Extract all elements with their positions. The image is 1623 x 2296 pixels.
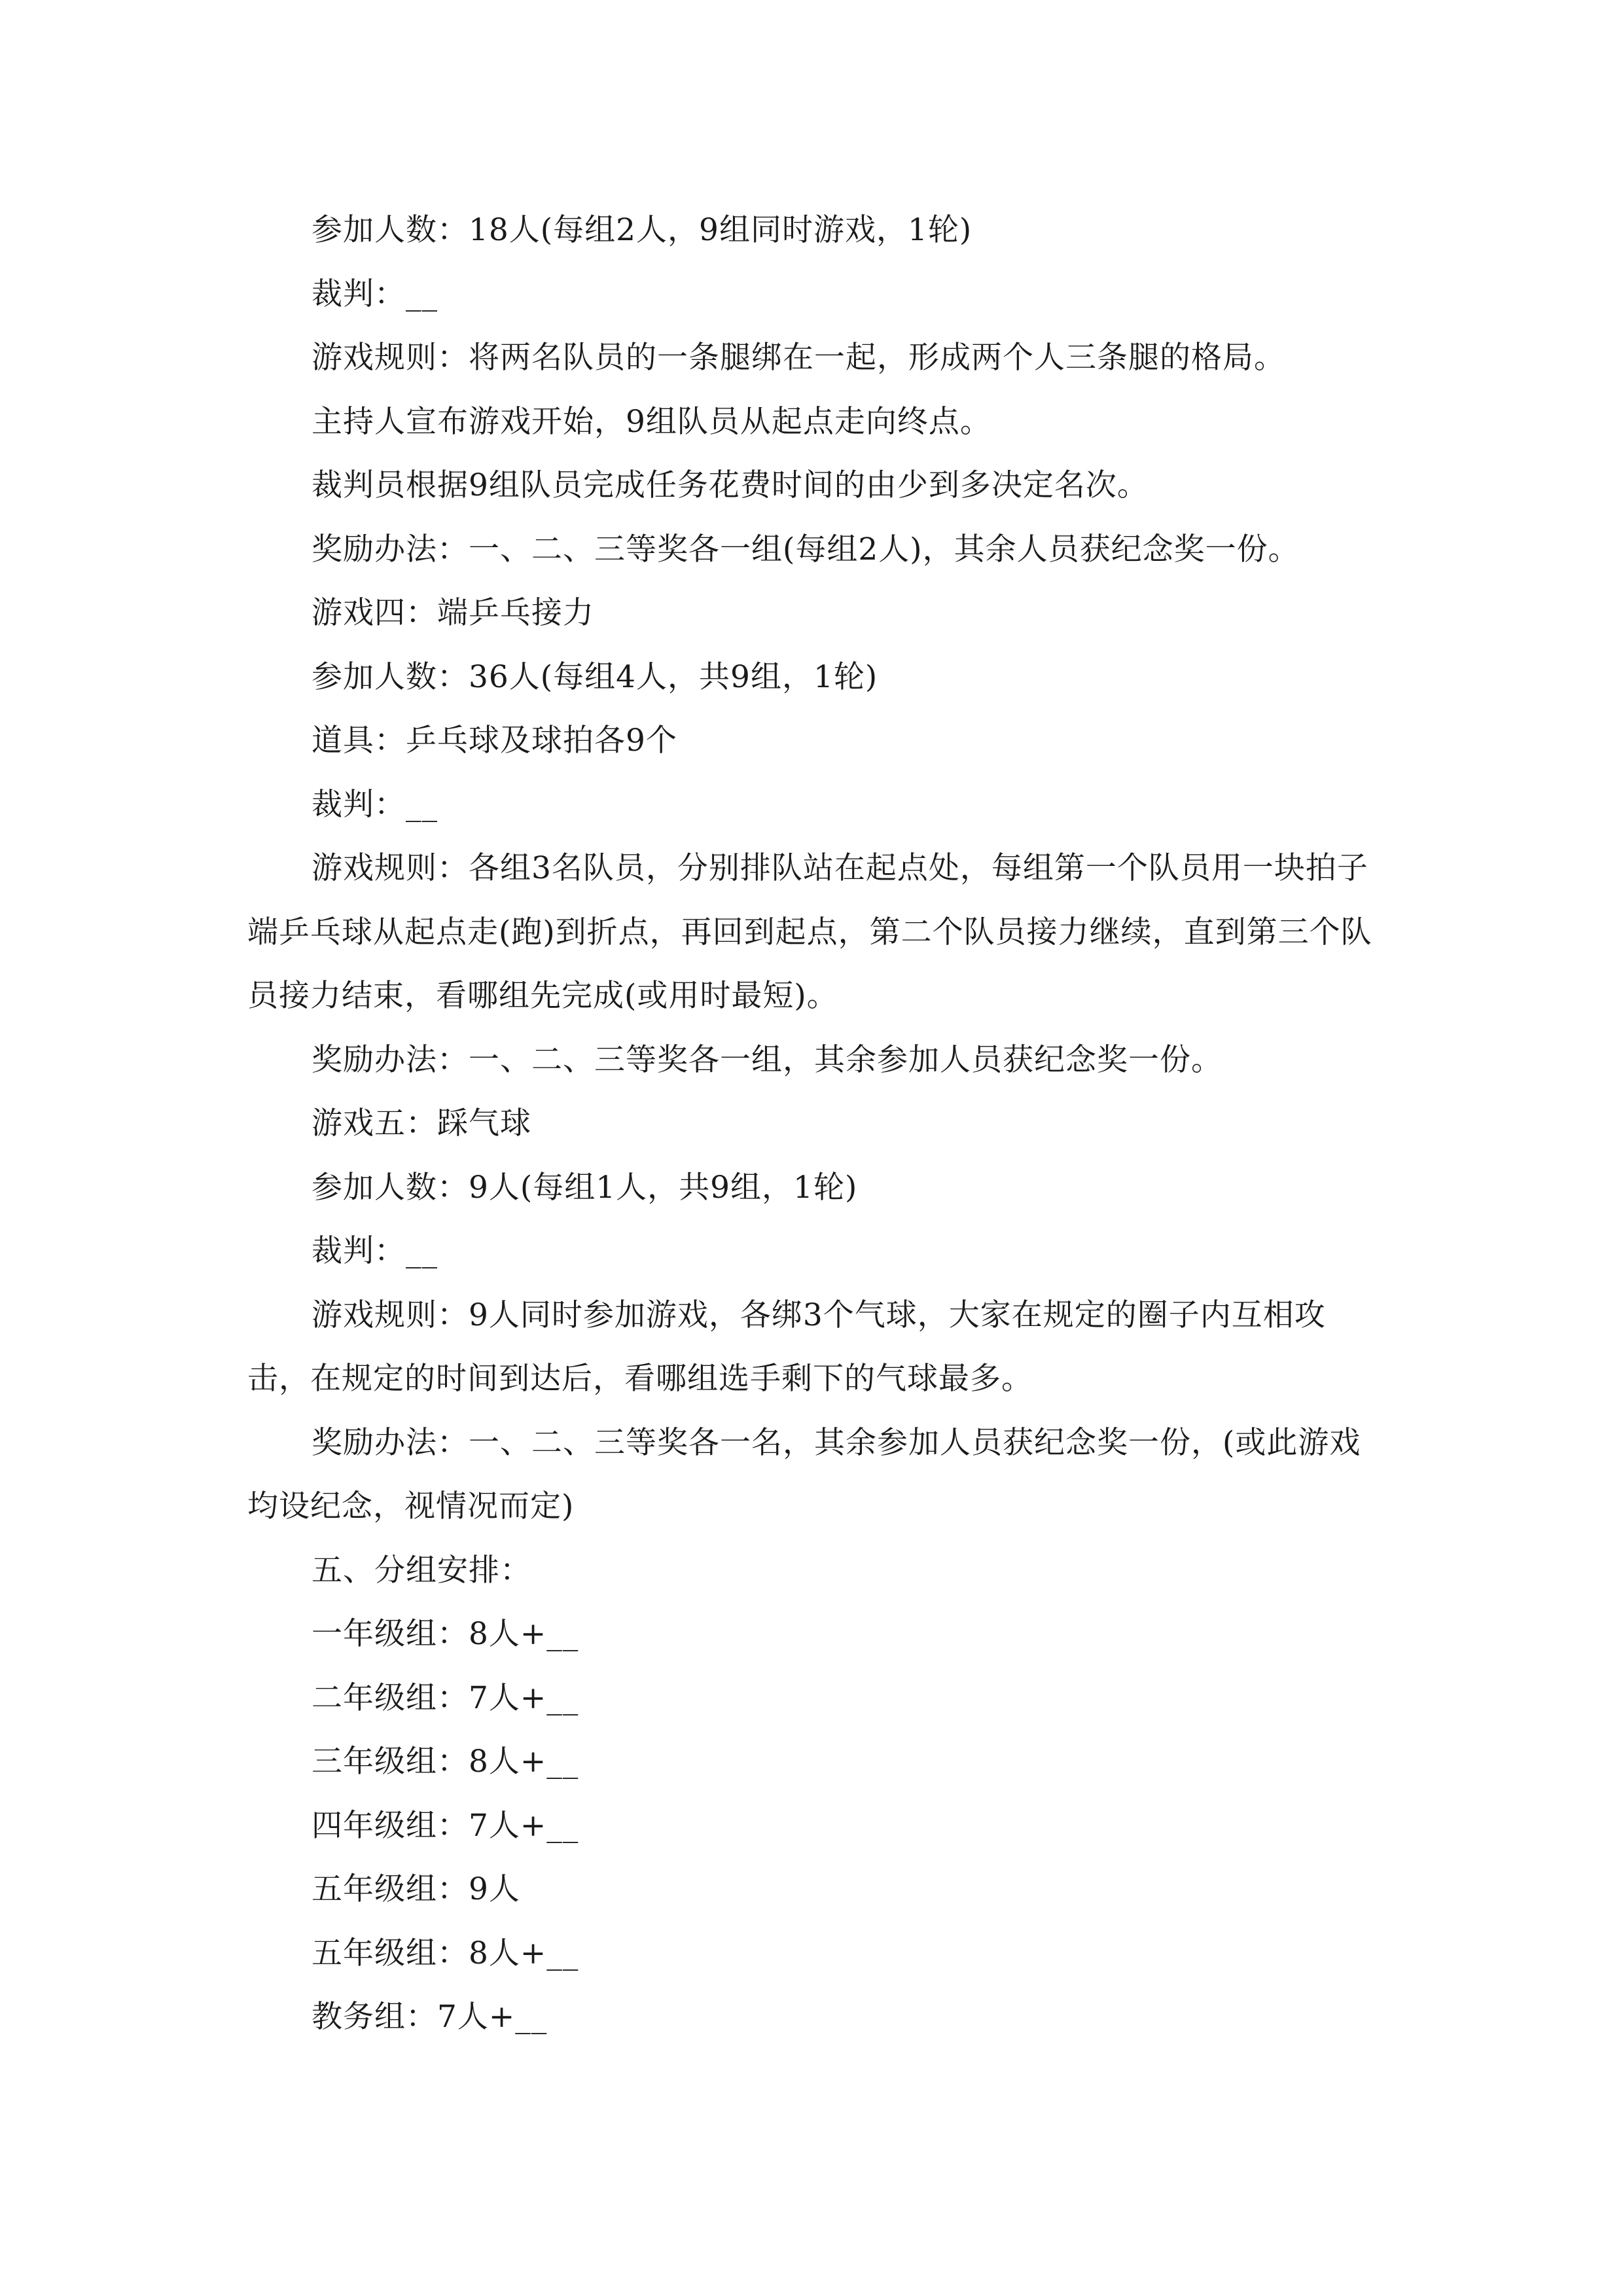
paragraph-referee-game4: 裁判：__ (312, 786, 438, 823)
group-grade-3: 三年级组：8人+__ (312, 1744, 579, 1780)
group-academic-affairs: 教务组：7人+__ (312, 1999, 548, 2035)
group-grade-5a: 五年级组：9人 (312, 1871, 520, 1907)
paragraph-rewards-game5: 奖励办法：一、二、三等奖各一名，其余参加人员获纪念奖一份，(或此游戏均设纪念，视情况而定) (247, 1424, 1361, 1524)
paragraph-rewards-game3: 奖励办法：一、二、三等奖各一组(每组2人)，其余人员获纪念奖一份。 (312, 531, 1300, 567)
group-grade-2: 二年级组：7人+__ (312, 1679, 579, 1716)
paragraph-game4-title: 游戏四：端乒乓接力 (312, 595, 594, 631)
paragraph-ranking: 裁判员根据9组队员完成任务花费时间的由少到多决定名次。 (312, 467, 1149, 503)
paragraph-referee-game3: 裁判：__ (312, 276, 438, 312)
paragraph-game5-title: 游戏五：踩气球 (312, 1105, 531, 1141)
paragraph-host-start: 主持人宣布游戏开始，9组队员从起点走向终点。 (312, 403, 991, 440)
paragraph-participants-game4: 参加人数：36人(每组4人，共9组，1轮) (312, 658, 878, 695)
group-grade-5b: 五年级组：8人+__ (312, 1935, 579, 1971)
paragraph-rules-game4: 游戏规则：各组3名队员，分别排队站在起点处，每组第一个队员用一块拍子端乒乓球从起点走(跑)到折点，再回到起点，第二个队员接力继续，直到第三个队员接力结束，看哪组先完成(或用时最短)。 (247, 850, 1372, 1014)
group-grade-1: 一年级组：8人+__ (312, 1616, 579, 1652)
paragraph-props-game4: 道具：乒乓球及球拍各9个 (312, 723, 677, 759)
section-heading-grouping: 五、分组安排： (312, 1552, 531, 1588)
paragraph-rules-game5: 游戏规则：9人同时参加游戏，各绑3个气球，大家在规定的圈子内互相攻击，在规定的时间到达后，看哪组选手剩下的气球最多。 (247, 1297, 1326, 1397)
paragraph-rewards-game4: 奖励办法：一、二、三等奖各一组，其余参加人员获纪念奖一份。 (312, 1041, 1222, 1078)
paragraph-referee-game5: 裁判：__ (312, 1233, 438, 1269)
paragraph-participants-game3: 参加人数：18人(每组2人，9组同时游戏，1轮) (312, 212, 972, 248)
paragraph-participants-game5: 参加人数：9人(每组1人，共9组，1轮) (312, 1169, 858, 1206)
group-grade-4: 四年级组：7人+__ (312, 1807, 579, 1844)
document-body (247, 198, 1380, 2049)
paragraph-rules-game3: 游戏规则：将两名队员的一条腿绑在一起，形成两个人三条腿的格局。 (312, 340, 1285, 376)
